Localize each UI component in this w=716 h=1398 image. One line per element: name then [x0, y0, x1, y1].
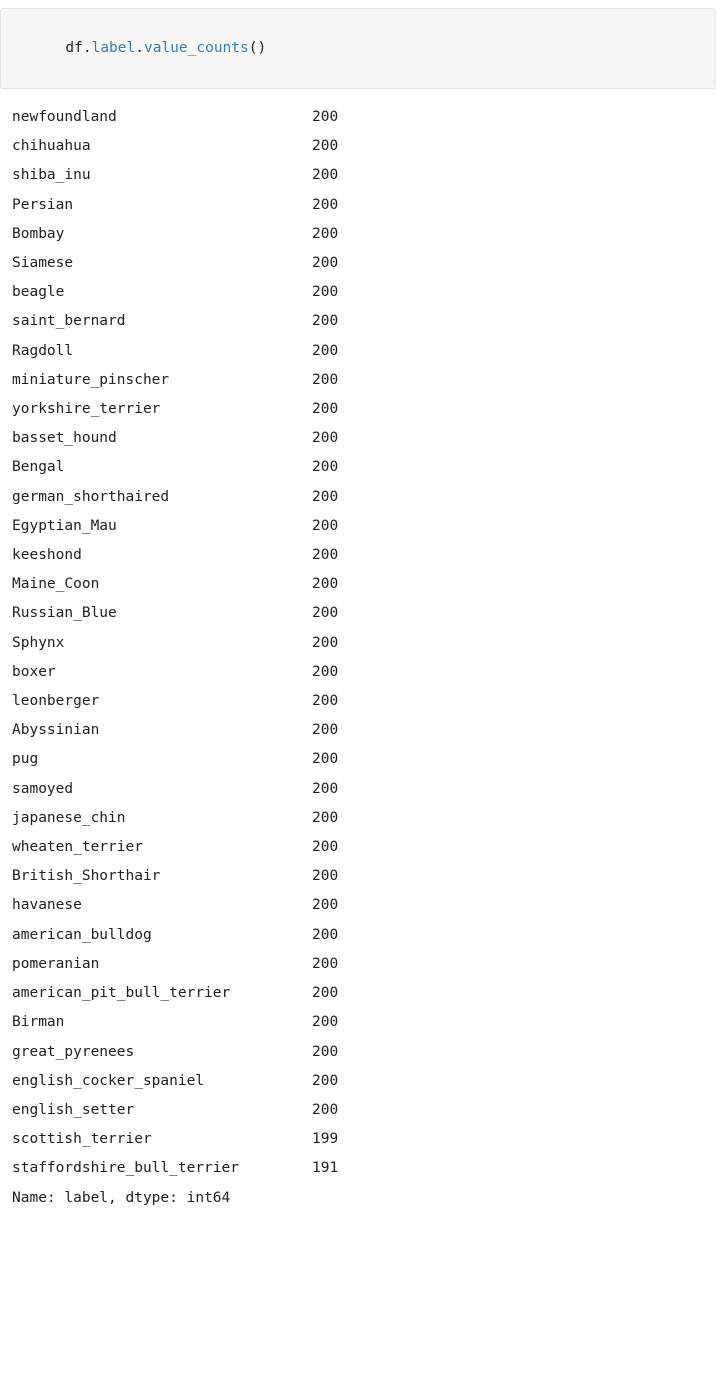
list-item	[12, 1154, 704, 1183]
value-counts-count: 200	[312, 663, 339, 680]
list-item	[12, 1096, 704, 1125]
value-counts-label: pug	[12, 751, 39, 768]
value-counts-count: 191	[312, 1160, 339, 1177]
list-item	[12, 979, 704, 1008]
value-counts-label: great_pyrenees	[12, 1043, 135, 1060]
value-counts-count: 200	[312, 167, 339, 184]
value-counts-count: 200	[312, 371, 339, 388]
value-counts-label: american_pit_bull_terrier	[12, 985, 231, 1002]
list-item	[12, 862, 704, 891]
list-item	[12, 745, 704, 774]
list-item	[12, 512, 704, 541]
value-counts-count: 200	[312, 868, 339, 885]
list-item	[12, 453, 704, 482]
value-counts-label: basset_hound	[12, 430, 117, 447]
value-counts-count: 200	[312, 693, 339, 710]
list-item	[12, 220, 704, 249]
list-item	[12, 687, 704, 716]
value-counts-label: Bengal	[12, 459, 65, 476]
value-counts-label: leonberger	[12, 693, 100, 710]
list-item	[12, 570, 704, 599]
value-counts-label: wheaten_terrier	[12, 839, 143, 856]
list-item	[12, 921, 704, 950]
value-counts-count: 199	[312, 1131, 339, 1148]
value-counts-label: saint_bernard	[12, 313, 126, 330]
value-counts-label: pomeranian	[12, 955, 100, 972]
code-token-value-counts-call: value_counts	[143, 40, 249, 56]
value-counts-count: 200	[312, 897, 339, 914]
value-counts-count: 200	[312, 284, 339, 301]
value-counts-label: havanese	[12, 897, 82, 914]
value-counts-count: 200	[312, 839, 339, 856]
list-item	[12, 1067, 704, 1096]
list-item	[12, 191, 704, 220]
list-item	[12, 804, 704, 833]
list-item	[12, 366, 704, 395]
list-item	[12, 103, 704, 132]
value-counts-label: Birman	[12, 1014, 65, 1031]
value-counts-count: 200	[312, 576, 339, 593]
value-counts-label: Bombay	[12, 225, 65, 242]
value-counts-count: 200	[312, 1043, 339, 1060]
value-counts-count: 200	[312, 488, 339, 505]
value-counts-label: British_Shorthair	[12, 868, 161, 885]
value-counts-count: 200	[312, 255, 339, 272]
value-counts-list	[12, 103, 704, 1184]
value-counts-label: keeshond	[12, 547, 82, 564]
value-counts-label: Egyptian_Mau	[12, 517, 117, 534]
list-item	[12, 1038, 704, 1067]
list-item	[12, 891, 704, 920]
value-counts-count: 200	[312, 634, 339, 651]
value-counts-label: boxer	[12, 663, 56, 680]
list-item	[12, 395, 704, 424]
value-counts-count: 200	[312, 459, 339, 476]
code-token-parentheses: ()	[248, 40, 267, 56]
value-counts-label: japanese_chin	[12, 809, 126, 826]
list-item	[12, 1125, 704, 1154]
value-counts-label: Sphynx	[12, 634, 65, 651]
value-counts-count: 200	[312, 401, 339, 418]
value-counts-label: american_bulldog	[12, 926, 152, 943]
value-counts-count: 200	[312, 225, 339, 242]
list-item	[12, 599, 704, 628]
code-token-label-attribute: label	[91, 40, 136, 56]
value-counts-count: 200	[312, 780, 339, 797]
value-counts-label: Persian	[12, 196, 74, 213]
value-counts-count: 200	[312, 751, 339, 768]
list-item	[12, 629, 704, 658]
value-counts-count: 200	[312, 196, 339, 213]
code-input-cell[interactable]	[0, 8, 716, 89]
list-item	[12, 132, 704, 161]
value-counts-count: 200	[312, 313, 339, 330]
code-token-dataframe: df.	[65, 40, 92, 56]
value-counts-label: Ragdoll	[12, 342, 74, 359]
value-counts-label: Siamese	[12, 255, 74, 272]
value-counts-label: Abyssinian	[12, 722, 100, 739]
value-counts-count: 200	[312, 517, 339, 534]
list-item	[12, 483, 704, 512]
value-counts-count: 200	[312, 430, 339, 447]
value-counts-count: 200	[312, 342, 339, 359]
list-item	[12, 950, 704, 979]
value-counts-count: 200	[312, 926, 339, 943]
list-item	[12, 541, 704, 570]
list-item	[12, 424, 704, 453]
value-counts-label: miniature_pinscher	[12, 371, 170, 388]
value-counts-label: Russian_Blue	[12, 605, 117, 622]
value-counts-count: 200	[312, 138, 339, 155]
value-counts-label: shiba_inu	[12, 167, 91, 184]
value-counts-label: german_shorthaired	[12, 488, 170, 505]
list-item	[12, 278, 704, 307]
value-counts-count: 200	[312, 109, 339, 125]
list-item	[12, 775, 704, 804]
value-counts-count: 200	[312, 1014, 339, 1031]
value-counts-label: scottish_terrier	[12, 1131, 152, 1148]
value-counts-label: newfoundland	[12, 109, 117, 125]
list-item	[12, 337, 704, 366]
value-counts-label: yorkshire_terrier	[12, 401, 161, 418]
value-counts-count: 200	[312, 1072, 339, 1089]
value-counts-label: english_cocker_spaniel	[12, 1072, 205, 1089]
list-item	[12, 833, 704, 862]
code-output-area	[0, 89, 716, 1221]
value-counts-label: beagle	[12, 284, 65, 301]
value-counts-count: 200	[312, 985, 339, 1002]
code-line	[13, 18, 703, 78]
value-counts-label: Maine_Coon	[12, 576, 100, 593]
value-counts-label: english_setter	[12, 1101, 135, 1118]
value-counts-count: 200	[312, 809, 339, 826]
output-footer: Name: label, dtype: int64	[12, 1189, 231, 1206]
value-counts-label: chihuahua	[12, 138, 91, 155]
value-counts-count: 200	[312, 722, 339, 739]
list-item	[12, 658, 704, 687]
list-item	[12, 716, 704, 745]
list-item	[12, 161, 704, 190]
value-counts-label: samoyed	[12, 780, 74, 797]
value-counts-count: 200	[312, 547, 339, 564]
list-item	[12, 249, 704, 278]
list-item	[12, 307, 704, 336]
notebook-cell-container	[0, 8, 716, 1221]
value-counts-label: staffordshire_bull_terrier	[12, 1160, 239, 1177]
value-counts-count: 200	[312, 955, 339, 972]
value-counts-count: 200	[312, 1101, 339, 1118]
value-counts-count: 200	[312, 605, 339, 622]
code-token-dot: .	[135, 40, 144, 56]
list-item	[12, 1008, 704, 1037]
